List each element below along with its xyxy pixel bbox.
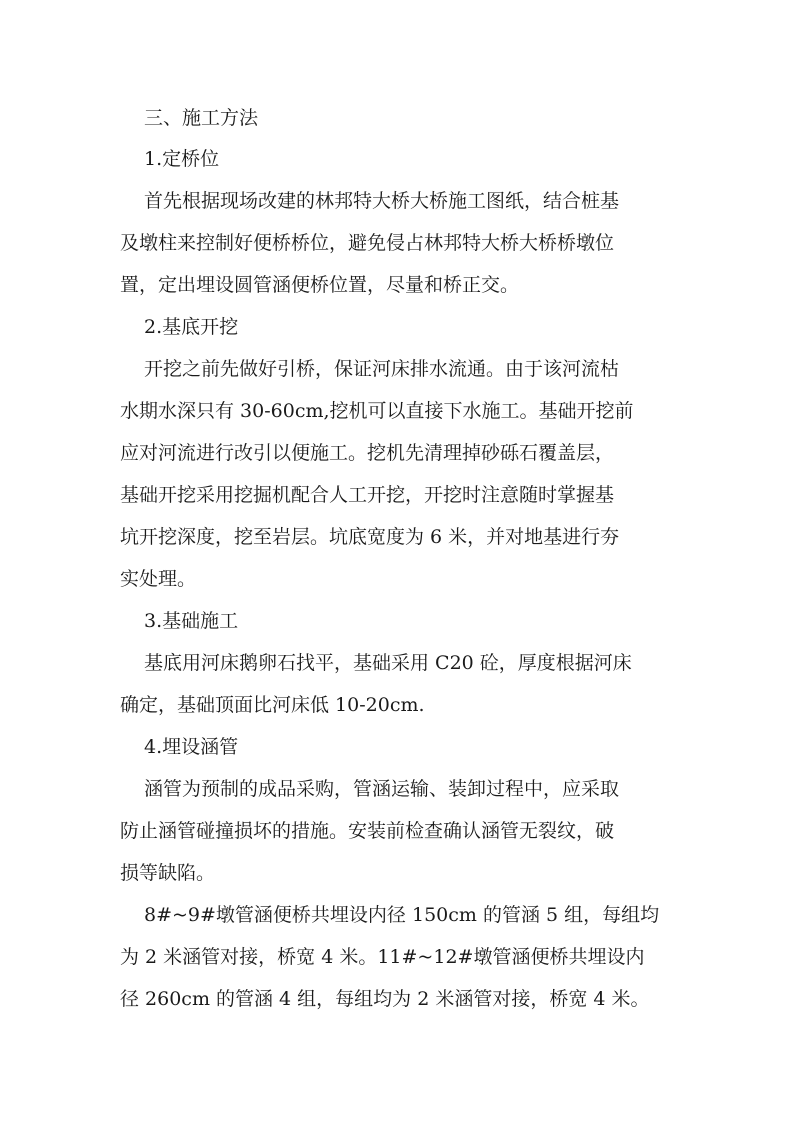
paragraph-line: 径 260cm 的管涵 4 组，每组均为 2 米涵管对接，桥宽 4 米。 (120, 988, 650, 1010)
paragraph-line: 实处理。 (120, 568, 197, 590)
paragraph-line: 8#~9#墩管涵便桥共埋设内径 150cm 的管涵 5 组，每组均 (144, 904, 660, 926)
paragraph-line: 损等缺陷。 (120, 862, 216, 884)
paragraph-line: 涵管为预制的成品采购，管涵运输、装卸过程中，应采取 (144, 778, 620, 800)
paragraph-line: 及墩柱来控制好便桥桥位，避免侵占林邦特大桥大桥桥墩位 (120, 232, 615, 254)
subsection-heading-3: 3.基础施工 (144, 610, 239, 632)
subsection-heading-1: 1.定桥位 (144, 148, 220, 170)
section-heading: 三、施工方法 (144, 107, 259, 129)
paragraph-line: 开挖之前先做好引桥，保证河床排水流通。由于该河流枯 (144, 358, 620, 380)
paragraph-line: 防止涵管碰撞损坏的措施。安装前检查确认涵管无裂纹，破 (120, 820, 615, 842)
paragraph-line: 坑开挖深度，挖至岩层。坑底宽度为 6 米，并对地基进行夯 (120, 526, 620, 548)
paragraph-line: 为 2 米涵管对接，桥宽 4 米。11#~12#墩管涵便桥共埋设内 (120, 946, 645, 968)
paragraph-line: 基底用河床鹅卵石找平，基础采用 C20 砼，厚度根据河床 (144, 652, 632, 674)
paragraph-line: 水期水深只有 30-60cm,挖机可以直接下水施工。基础开挖前 (120, 400, 634, 422)
subsection-heading-4: 4.埋设涵管 (144, 736, 239, 758)
paragraph-line: 应对河流进行改引以便施工。挖机先清理掉砂砾石覆盖层， (120, 442, 615, 464)
paragraph-line: 确定，基础顶面比河床低 10-20cm. (120, 694, 425, 716)
subsection-heading-2: 2.基底开挖 (144, 316, 239, 338)
paragraph-line: 置，定出埋设圆管涵便桥位置，尽量和桥正交。 (120, 274, 520, 296)
paragraph-line: 首先根据现场改建的林邦特大桥大桥施工图纸，结合桩基 (144, 190, 620, 212)
paragraph-line: 基础开挖采用挖掘机配合人工开挖，开挖时注意随时掌握基 (120, 484, 615, 506)
